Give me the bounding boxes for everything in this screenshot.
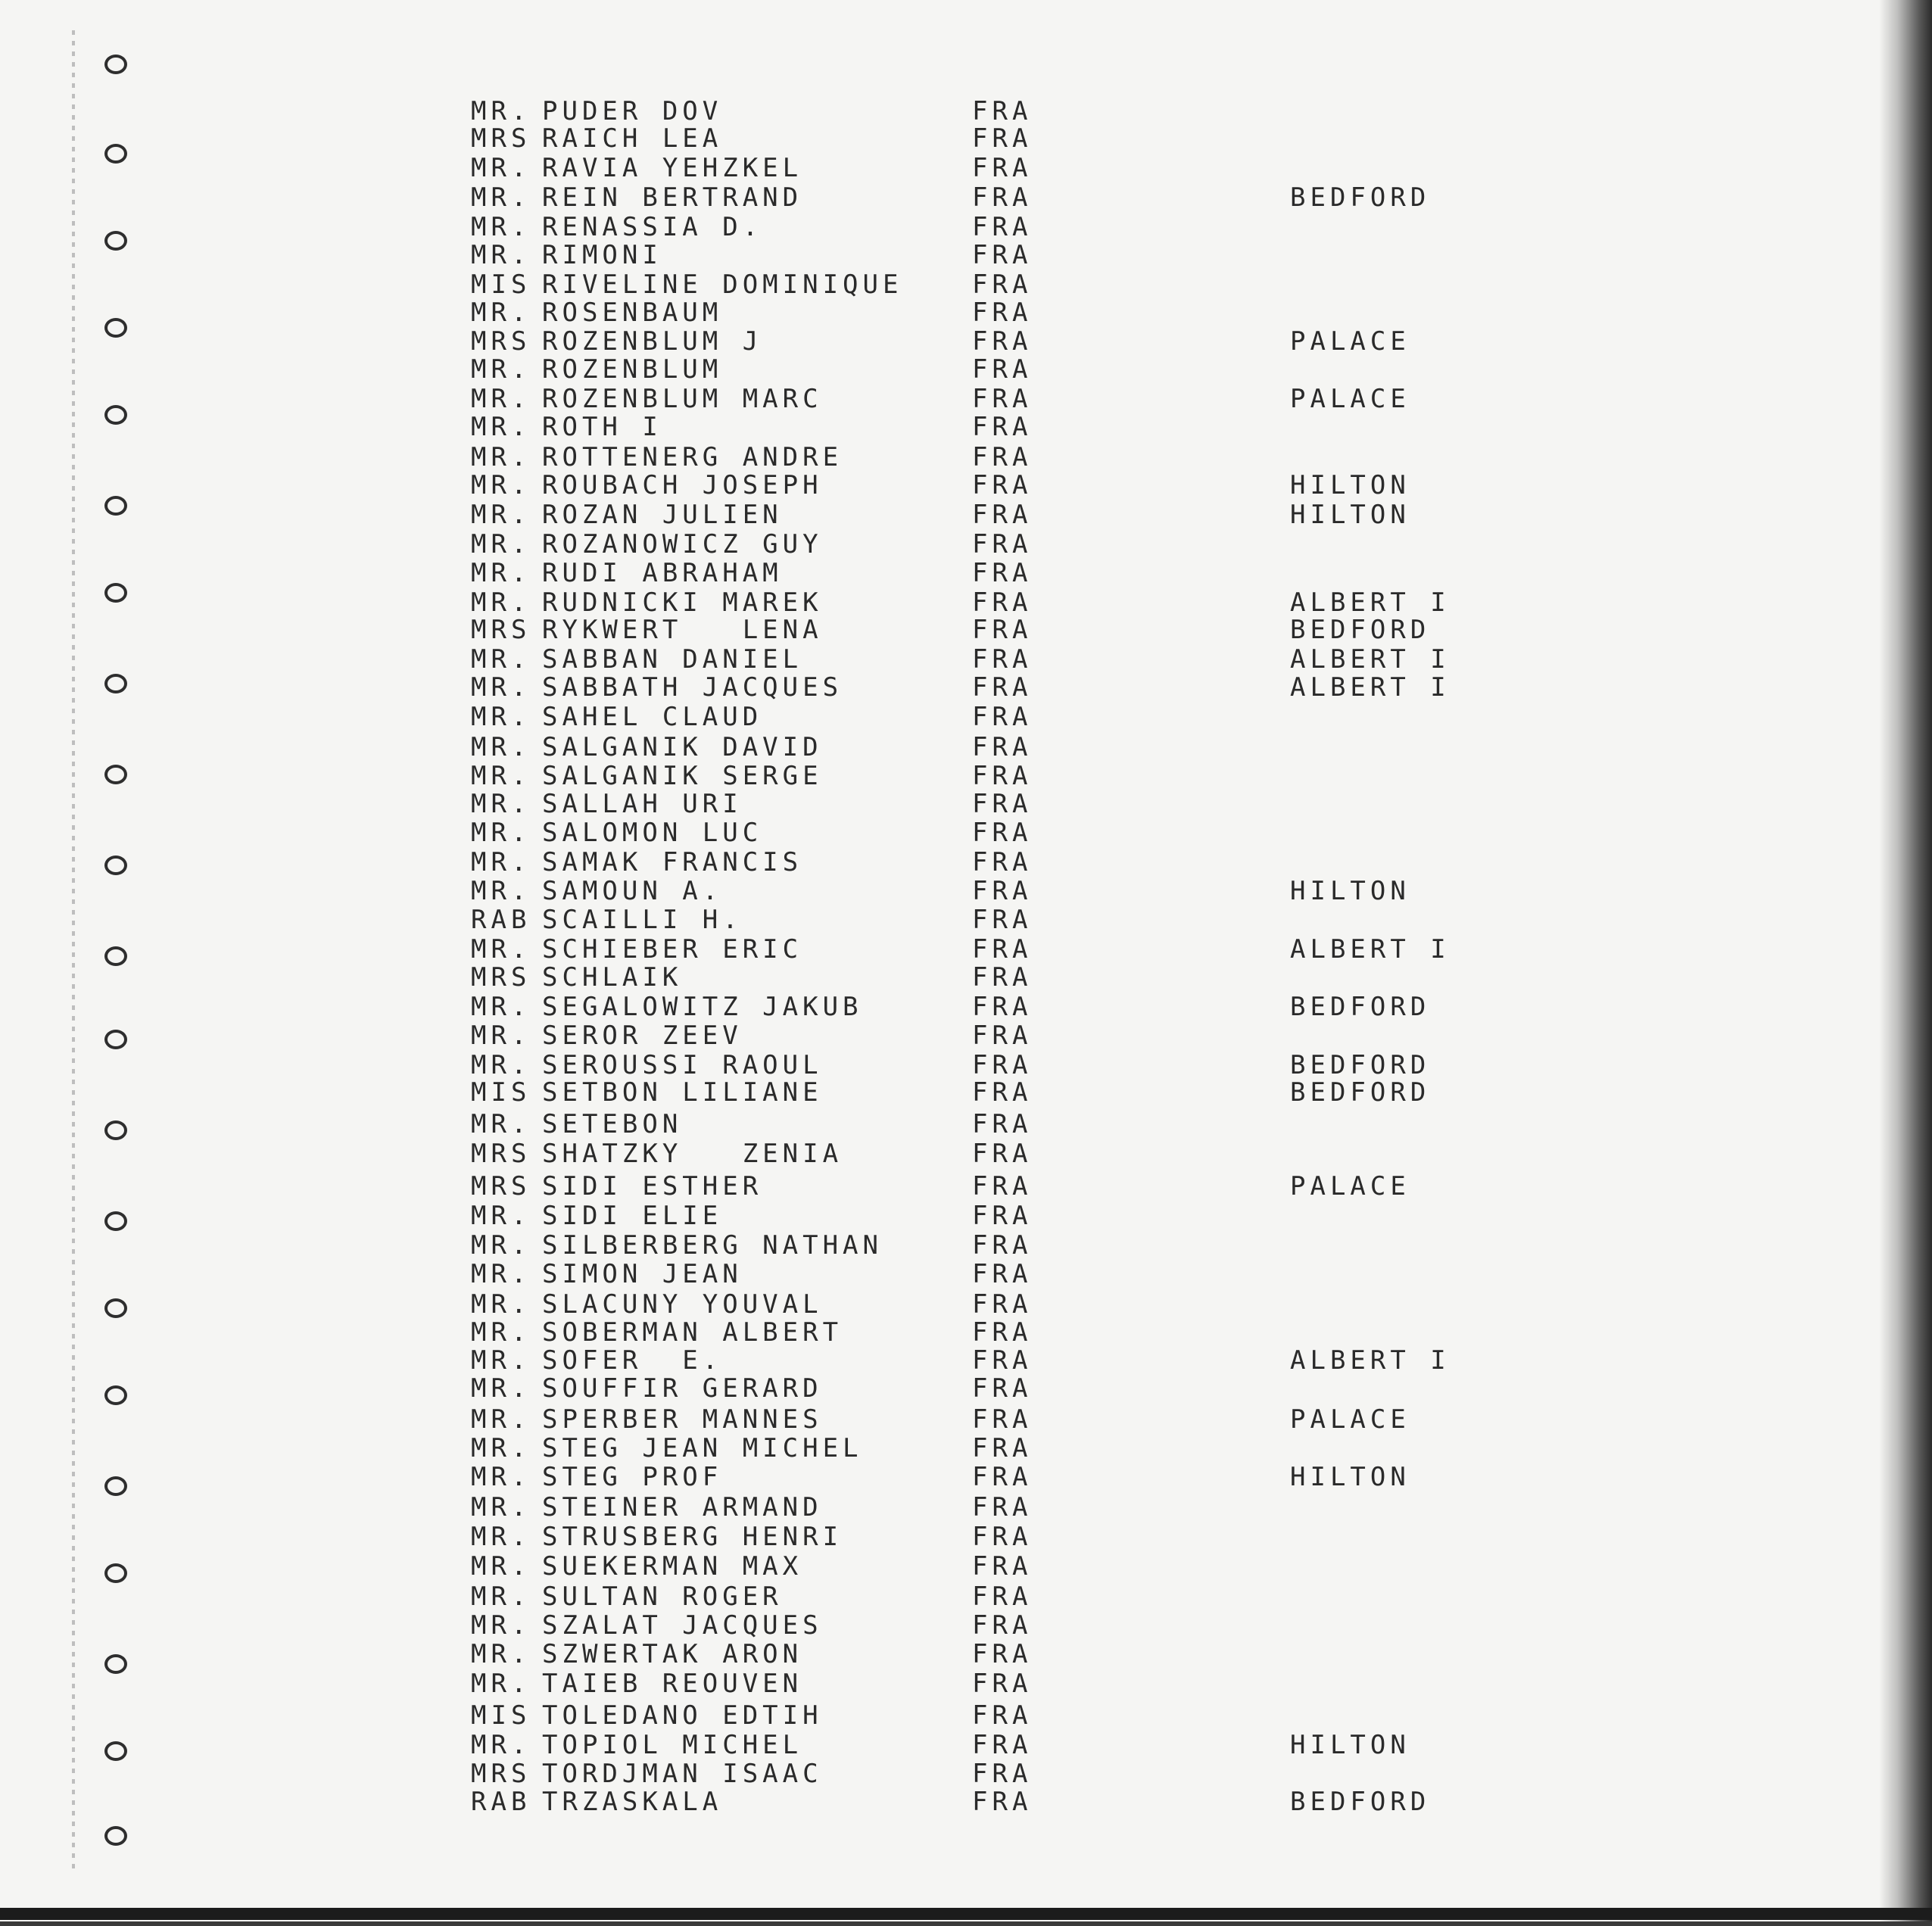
list-row [0,97,1514,126]
row-country: FRA [972,270,1033,300]
row-title: MR. [471,384,531,414]
row-title: MR. [471,1433,531,1463]
row-country: FRA [972,818,1033,848]
row-country: FRA [972,96,1033,126]
row-title: MIS [471,1077,531,1108]
row-country: FRA [972,732,1033,762]
row-hotel: ALBERT I [1290,934,1451,965]
row-name: RUDNICKI MAREK [542,587,823,618]
row-name: ROZAN JULIEN [542,500,783,530]
row-title: MRS [471,1759,531,1789]
list-row [0,124,1514,153]
row-title: MR. [471,1201,531,1231]
row-country: FRA [972,992,1033,1022]
row-country: FRA [972,558,1033,588]
list-row [0,154,1514,182]
row-name: SALLAH URI [542,789,743,819]
row-country: FRA [972,1492,1033,1522]
row-country: FRA [972,1139,1033,1169]
row-country: FRA [972,1230,1033,1261]
row-title: MR. [471,847,531,877]
row-country: FRA [972,587,1033,618]
row-name: TOPIOL MICHEL [542,1730,803,1760]
row-title: MR. [471,354,531,385]
row-name: RAVIA YEHZKEL [542,153,803,183]
row-country: FRA [972,876,1033,906]
row-name: SAMOUN A. [542,876,723,906]
list-row [0,1493,1514,1522]
row-name: SEROUSSI RAOUL [542,1050,823,1080]
row-country: FRA [972,123,1033,154]
row-name: ROSENBAUM [542,298,723,328]
row-country: FRA [972,412,1033,442]
row-name: RIVELINE DOMINIQUE [542,270,903,300]
row-title: MR. [471,1289,531,1320]
row-title: MR. [471,1462,531,1492]
row-name: SILBERBERG NATHAN [542,1230,883,1261]
row-country: FRA [972,529,1033,559]
row-country: FRA [972,1109,1033,1139]
row-country: FRA [972,1462,1033,1492]
row-name: SEGALOWITZ JAKUB [542,992,863,1022]
row-country: FRA [972,1317,1033,1348]
row-country: FRA [972,240,1033,270]
row-title: MR. [471,240,531,270]
list-row [0,1787,1514,1816]
row-country: FRA [972,644,1033,675]
list-row [0,1552,1514,1581]
row-title: MR. [471,1639,531,1669]
row-title: MRS [471,962,531,993]
row-name: STRUSBERG HENRI [542,1522,843,1552]
row-country: FRA [972,761,1033,791]
row-hotel: BEDFORD [1290,1050,1431,1080]
row-title: MRS [471,615,531,645]
row-title: MRS [471,326,531,357]
list-row [0,500,1514,529]
row-country: FRA [972,1404,1033,1435]
row-country: FRA [972,1373,1033,1404]
list-row [0,1405,1514,1434]
row-country: FRA [972,384,1033,414]
row-hotel: ALBERT I [1290,672,1451,703]
bottom-edge [0,1908,1932,1920]
row-country: FRA [972,1077,1033,1108]
list-row [0,1669,1514,1698]
row-title: MR. [471,298,531,328]
row-hotel: HILTON [1290,1730,1410,1760]
list-row [0,1021,1514,1050]
list-row [0,1231,1514,1260]
row-name: ROZENBLUM MARC [542,384,823,414]
row-country: FRA [972,442,1033,472]
list-row [0,298,1514,327]
row-title: MR. [471,412,531,442]
row-title: MR. [471,96,531,126]
list-row [0,1139,1514,1168]
row-title: MR. [471,1259,531,1289]
list-row [0,1582,1514,1611]
row-country: FRA [972,1171,1033,1201]
row-hotel: PALACE [1290,326,1410,357]
row-hotel: BEDFORD [1290,1787,1431,1817]
row-name: RIMONI [542,240,662,270]
row-name: SALGANIK DAVID [542,732,823,762]
row-title: MR. [471,761,531,791]
row-hotel: HILTON [1290,876,1410,906]
row-country: FRA [972,1730,1033,1760]
row-hotel: HILTON [1290,500,1410,530]
row-name: SUEKERMAN MAX [542,1551,803,1582]
row-country: FRA [972,1201,1033,1231]
row-country: FRA [972,354,1033,385]
row-country: FRA [972,962,1033,993]
list-row [0,1318,1514,1347]
list-row [0,818,1514,847]
row-country: FRA [972,1522,1033,1552]
row-name: SABBAN DANIEL [542,644,803,675]
row-title: MR. [471,644,531,675]
row-name: STEG PROF [542,1462,723,1492]
row-name: SCHIEBER ERIC [542,934,803,965]
row-country: FRA [972,298,1033,328]
row-title: MR. [471,1230,531,1261]
row-name: SOFER E. [542,1345,723,1376]
list-row [0,673,1514,702]
row-title: MR. [471,1669,531,1699]
row-hotel: HILTON [1290,470,1410,500]
list-row [0,645,1514,674]
row-name: SABBATH JACQUES [542,672,843,703]
row-name: SHATZKY ZENIA [542,1139,843,1169]
row-hotel: BEDFORD [1290,1077,1431,1108]
row-name: ROTTENERG ANDRE [542,442,843,472]
list-row [0,559,1514,587]
row-country: FRA [972,1021,1033,1051]
row-title: MR. [471,212,531,242]
feed-hole [104,1826,127,1846]
row-country: FRA [972,934,1033,965]
list-row [0,963,1514,992]
row-title: MR. [471,702,531,732]
list-row [0,1611,1514,1640]
row-title: MR. [471,934,531,965]
row-name: SALGANIK SERGE [542,761,823,791]
row-country: FRA [972,789,1033,819]
row-name: TOLEDANO EDTIH [542,1700,823,1731]
row-name: TAIEB REOUVEN [542,1669,803,1699]
list-row [0,905,1514,934]
list-row [0,1701,1514,1730]
row-country: FRA [972,212,1033,242]
row-title: MR. [471,1522,531,1552]
row-name: RUDI ABRAHAM [542,558,783,588]
row-country: FRA [972,326,1033,357]
row-name: TORDJMAN ISAAC [542,1759,823,1789]
row-title: MR. [471,818,531,848]
row-country: FRA [972,1259,1033,1289]
row-name: RYKWERT LENA [542,615,823,645]
row-country: FRA [972,500,1033,530]
list-row [0,848,1514,877]
row-title: MR. [471,153,531,183]
row-title: MR. [471,1582,531,1612]
row-country: FRA [972,182,1033,213]
row-country: FRA [972,1289,1033,1320]
row-name: SIDI ESTHER [542,1171,763,1201]
list-row [0,1051,1514,1080]
row-country: FRA [972,615,1033,645]
row-name: SALOMON LUC [542,818,763,848]
row-title: MR. [471,1109,531,1139]
row-country: FRA [972,1759,1033,1789]
list-row [0,877,1514,905]
list-row [0,588,1514,617]
list-row [0,270,1514,299]
list-row [0,1522,1514,1551]
list-row [0,935,1514,964]
row-name: SPERBER MANNES [542,1404,823,1435]
row-name: SCAILLI H. [542,905,743,935]
row-title: MR. [471,1373,531,1404]
row-name: TRZASKALA [542,1787,723,1817]
row-country: FRA [972,1345,1033,1376]
list-row [0,413,1514,441]
row-title: MR. [471,1492,531,1522]
list-row [0,733,1514,762]
row-name: SLACUNY YOUVAL [542,1289,823,1320]
row-title: MRS [471,1171,531,1201]
row-title: MR. [471,732,531,762]
list-row [0,1463,1514,1491]
row-title: MR. [471,558,531,588]
feed-hole [104,55,127,74]
row-hotel: ALBERT I [1290,587,1451,618]
row-country: FRA [972,1669,1033,1699]
row-country: FRA [972,847,1033,877]
row-name: SULTAN ROGER [542,1582,783,1612]
row-title: MR. [471,1730,531,1760]
page-edge-shadow [1879,0,1932,1926]
row-name: SETBON LILIANE [542,1077,823,1108]
row-title: MR. [471,789,531,819]
row-title: RAB [471,1787,531,1817]
row-name: ROZENBLUM [542,354,723,385]
row-hotel: BEDFORD [1290,182,1431,213]
row-title: MR. [471,1610,531,1641]
row-title: MR. [471,1317,531,1348]
row-name: SZWERTAK ARON [542,1639,803,1669]
row-name: SEROR ZEEV [542,1021,743,1051]
row-title: MR. [471,992,531,1022]
row-title: MR. [471,587,531,618]
row-country: FRA [972,1639,1033,1669]
row-title: MR. [471,1021,531,1051]
row-name: REIN BERTRAND [542,182,803,213]
row-country: FRA [972,702,1033,732]
list-row [0,1110,1514,1139]
row-country: FRA [972,1610,1033,1641]
list-row [0,213,1514,242]
row-title: RAB [471,905,531,935]
list-row [0,993,1514,1021]
row-country: FRA [972,1582,1033,1612]
row-name: SETEBON [542,1109,683,1139]
row-title: MR. [471,1345,531,1376]
row-hotel: ALBERT I [1290,1345,1451,1376]
row-name: SAMAK FRANCIS [542,847,803,877]
row-title: MR. [471,182,531,213]
list-row [0,1759,1514,1788]
list-row [0,703,1514,731]
row-country: FRA [972,672,1033,703]
row-hotel: PALACE [1290,1171,1410,1201]
row-title: MR. [471,529,531,559]
row-name: ROUBACH JOSEPH [542,470,823,500]
row-title: MR. [471,672,531,703]
row-country: FRA [972,1700,1033,1731]
list-row [0,327,1514,356]
row-title: MR. [471,500,531,530]
list-row [0,530,1514,559]
list-row [0,616,1514,644]
row-name: ROTH I [542,412,662,442]
row-title: MIS [471,270,531,300]
list-row [0,1346,1514,1375]
row-name: SIDI ELIE [542,1201,723,1231]
row-hotel: ALBERT I [1290,644,1451,675]
row-name: ROZANOWICZ GUY [542,529,823,559]
row-title: MR. [471,876,531,906]
list-row [0,1290,1514,1319]
list-row [0,1434,1514,1463]
list-row [0,241,1514,270]
list-row [0,790,1514,818]
row-country: FRA [972,1433,1033,1463]
row-name: SOBERMAN ALBERT [542,1317,843,1348]
row-title: MR. [471,470,531,500]
bottom-edge-shadow [0,1921,1932,1926]
row-name: ROZENBLUM J [542,326,763,357]
row-title: MRS [471,1139,531,1169]
list-row [0,1640,1514,1669]
row-name: SOUFFIR GERARD [542,1373,823,1404]
list-row [0,1260,1514,1289]
row-name: SIMON JEAN [542,1259,743,1289]
row-country: FRA [972,470,1033,500]
row-name: SCHLAIK [542,962,683,993]
row-name: PUDER DOV [542,96,723,126]
row-hotel: HILTON [1290,1462,1410,1492]
list-row [0,385,1514,413]
row-title: MR. [471,1404,531,1435]
row-name: RENASSIA D. [542,212,763,242]
row-title: MRS [471,123,531,154]
row-title: MR. [471,1050,531,1080]
list-row [0,355,1514,384]
row-country: FRA [972,1787,1033,1817]
list-row [0,1078,1514,1107]
row-country: FRA [972,905,1033,935]
row-name: STEINER ARMAND [542,1492,823,1522]
row-title: MR. [471,1551,531,1582]
list-row [0,443,1514,472]
row-hotel: BEDFORD [1290,992,1431,1022]
list-row [0,1731,1514,1759]
row-name: SAHEL CLAUD [542,702,763,732]
row-name: SZALAT JACQUES [542,1610,823,1641]
row-name: STEG JEAN MICHEL [542,1433,863,1463]
list-row [0,183,1514,212]
row-country: FRA [972,1551,1033,1582]
row-name: RAICH LEA [542,123,723,154]
row-country: FRA [972,1050,1033,1080]
row-title: MR. [471,442,531,472]
row-hotel: BEDFORD [1290,615,1431,645]
row-hotel: PALACE [1290,1404,1410,1435]
list-row [0,1374,1514,1403]
list-row [0,762,1514,790]
list-row [0,1201,1514,1230]
row-title: MIS [471,1700,531,1731]
list-row [0,471,1514,500]
list-row [0,1172,1514,1201]
row-country: FRA [972,153,1033,183]
row-hotel: PALACE [1290,384,1410,414]
